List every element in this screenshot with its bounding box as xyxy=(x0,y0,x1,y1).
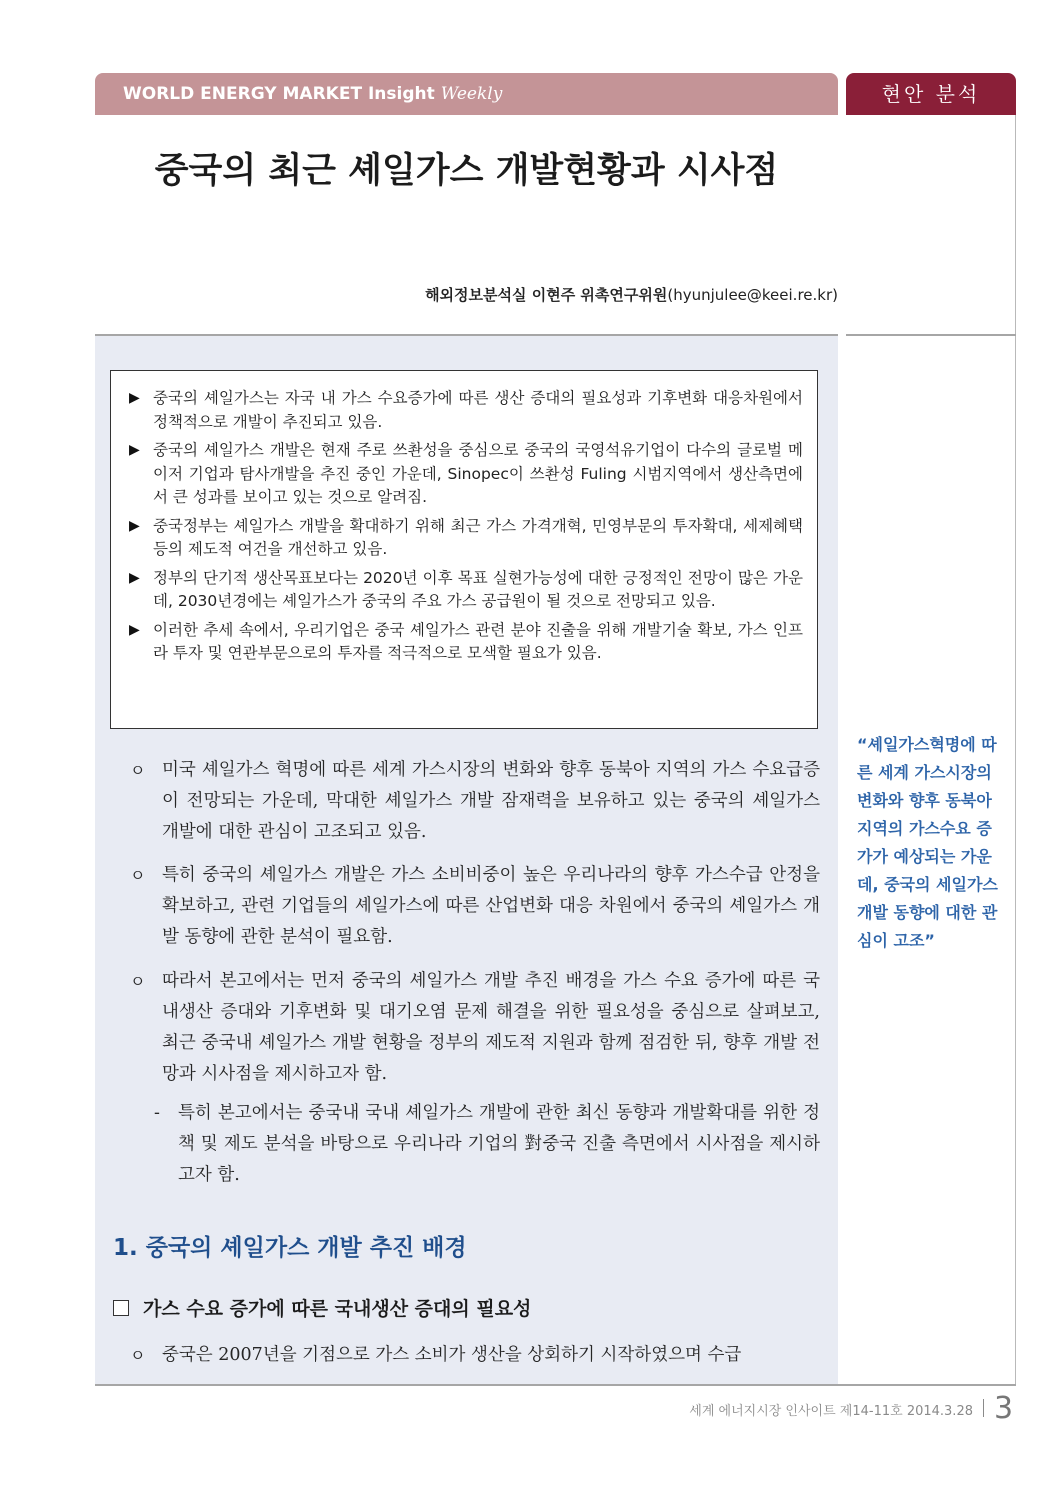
page-number: 3 xyxy=(994,1391,1014,1426)
triangle-bullet-icon: ▶ xyxy=(129,390,140,406)
paragraph-text: 특히 중국의 셰일가스 개발은 가스 소비비중이 높은 우리나라의 향후 가스수급 안정을 확보하고, 관련 기업들의 셰일가스에 따른 산업변화 대응 차원에서 중국의 셰일가스 개발 동향에 관한 분석이 필요함. xyxy=(162,865,820,947)
author-name: 해외정보분석실 이현주 위촉연구위원 xyxy=(425,286,668,304)
paragraph-text: 중국은 2007년을 기점으로 가스 소비가 생산을 상회하기 시작하였으며 수급 xyxy=(162,1345,742,1365)
circle-bullet: ㅇ xyxy=(130,972,146,991)
summary-text: 정부의 단기적 생산목표보다는 2020년 이후 목표 실현가능성에 대한 긍정적인 전망이 많은 가운데, 2030년경에는 셰일가스가 중국의 주요 가스 공급원이 될 것으로 전망되고 있음. xyxy=(153,568,803,610)
body-paragraph xyxy=(130,755,820,848)
section-heading: 1. 중국의 셰일가스 개발 추진 배경 xyxy=(113,1235,467,1261)
section-tag: 현안 분석 xyxy=(846,73,1016,115)
author-line xyxy=(425,284,838,305)
summary-item xyxy=(129,387,803,434)
circle-bullet: ㅇ xyxy=(130,866,146,885)
publication-brand xyxy=(123,84,502,104)
circle-bullet: ㅇ xyxy=(130,1346,146,1365)
summary-item xyxy=(129,515,803,562)
brand-weekly: Weekly xyxy=(440,84,503,104)
triangle-bullet-icon: ▶ xyxy=(129,517,140,534)
author-email: (hyunjulee@keei.re.kr) xyxy=(667,286,838,304)
body-paragraph xyxy=(130,860,820,953)
subsection-heading-text: 가스 수요 증가에 따른 국내생산 증대의 필요성 xyxy=(143,1298,532,1320)
footer-publication: 세계 에너지시장 인사이트 제14-11호 2014.3.28 xyxy=(689,1404,973,1419)
brand-name: WORLD ENERGY MARKET Insight xyxy=(123,84,435,104)
summary-item xyxy=(129,619,803,666)
summary-item xyxy=(129,567,803,614)
summary-text: 이러한 추세 속에서, 우리기업은 중국 셰일가스 관련 분야 진출을 위해 개발기술 확보, 가스 인프라 투자 및 연관부문으로의 투자를 적극적으로 모색할 필요가 있음. xyxy=(153,620,803,662)
sub-paragraph-text: 특히 본고에서는 중국내 국내 셰일가스 개발에 관한 최신 동향과 개발확대를 위한 정책 및 제도 분석을 바탕으로 우리나라 기업의 對중국 진출 측면에서 시사점을 제시하고자 함. xyxy=(178,1103,820,1185)
triangle-bullet-icon: ▶ xyxy=(129,442,140,458)
square-bullet-icon xyxy=(113,1300,129,1316)
article-title: 중국의 최근 셰일가스 개발현황과 시사점 xyxy=(154,151,779,191)
paragraph-text: 미국 셰일가스 혁명에 따른 세계 가스시장의 변화와 향후 동북아 지역의 가스 수요급증이 전망되는 가운데, 막대한 셰일가스 개발 잠재력을 보유하고 있는 중국의 셰일가스 개발에 대한 관심이 고조되고 있음. xyxy=(162,760,820,842)
body-paragraph xyxy=(130,1340,820,1371)
paragraph-text: 따라서 본고에서는 먼저 중국의 셰일가스 개발 추진 배경을 가스 수요 증가에 따른 국내생산 증대와 기후변화 및 대기오염 문제 해결을 위한 필요성을 중심으로 살펴보고, 최근 중국내 셰일가스 개발 현황을 정부의 제도적 지원과 함께 점검한 뒤, 향후 개발 전망과 시사점을 제시하고자 함. xyxy=(162,971,820,1084)
body-paragraph xyxy=(130,966,820,1090)
dash-bullet: - xyxy=(154,1103,160,1123)
summary-text: 중국정부는 셰일가스 개발을 확대하기 위해 최근 가스 가격개혁, 민영부문의 투자확대, 세제혜택 등의 제도적 여건을 개선하고 있음. xyxy=(153,516,803,558)
side-column-top-rule xyxy=(846,334,1016,336)
right-margin-rule xyxy=(1015,115,1016,1385)
summary-text: 중국의 셰일가스 개발은 현재 주로 쓰촨성을 중심으로 중국의 국영석유기업이 다수의 글로벌 메이저 기업과 탐사개발을 추진 중인 가운데, Sinopec이 쓰촨성 Fuling 시범지역에서 생산측면에서 큰 성과를 보이고 있는 것으로 알려짐. xyxy=(153,441,803,506)
triangle-bullet-icon: ▶ xyxy=(129,621,140,638)
summary-text: 중국의 셰일가스는 자국 내 가스 수요증가에 따른 생산 증대의 필요성과 기후변화 대응차원에서 정책적으로 개발이 추진되고 있음. xyxy=(153,389,803,431)
footer-separator xyxy=(983,1399,984,1417)
summary-box xyxy=(110,370,818,729)
summary-item xyxy=(129,439,803,510)
body-sub-paragraph xyxy=(154,1098,820,1191)
triangle-bullet-icon: ▶ xyxy=(129,569,140,586)
pull-quote: “셰일가스혁명에 따른 세계 가스시장의 변화와 향후 동북아지역의 가스수요 증가가 예상되는 가운데, 중국의 세일가스 개발 동향에 대한 관심이 고조” xyxy=(857,735,998,950)
circle-bullet: ㅇ xyxy=(130,761,146,780)
bottom-rule xyxy=(95,1384,1016,1386)
subsection-heading xyxy=(113,1294,531,1321)
